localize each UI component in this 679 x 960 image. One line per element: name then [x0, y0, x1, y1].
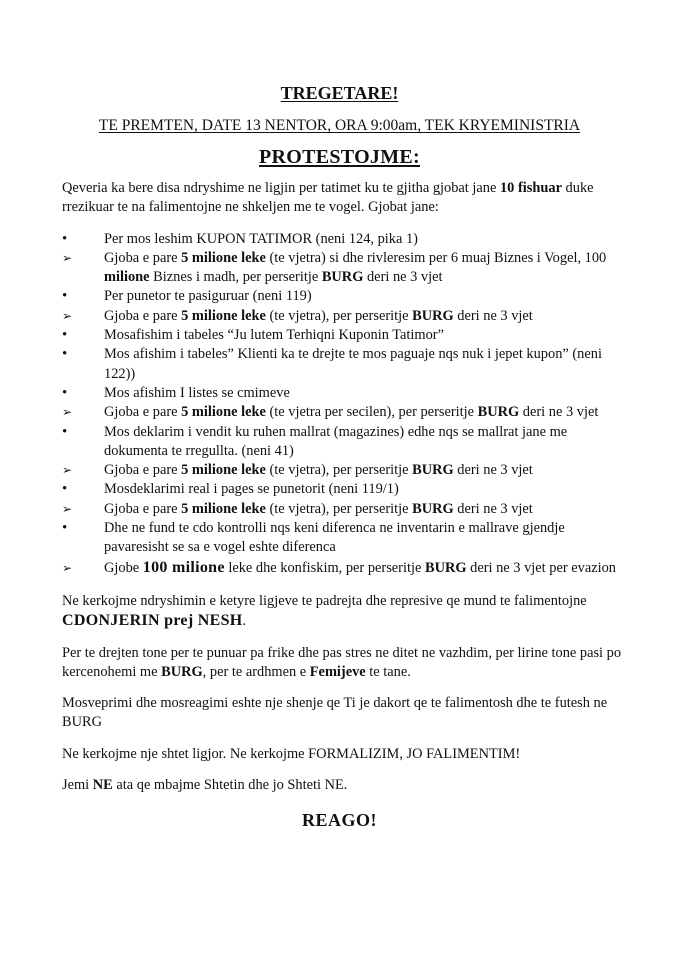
state-emphasis: NE [92, 777, 113, 794]
bullet-icon: • [62, 346, 68, 363]
bullet-icon: • [62, 481, 68, 498]
emphasis-text: milione [104, 269, 150, 286]
item-text: (te vjetra), per perseritje [265, 500, 413, 517]
rights-text-c: , per te ardhmen e [202, 663, 310, 680]
list-item [62, 249, 622, 288]
item-text: Per mos leshim KUPON TATIMOR (neni 124, pika 1) [104, 230, 418, 247]
item-text: Per punetor te pasiguruar (neni 119) [104, 288, 312, 305]
arrow-bullet-icon: ➢ [62, 405, 73, 420]
list-item [62, 461, 622, 480]
emphasis-text: 5 milione leke [181, 462, 266, 479]
bullet-icon: • [62, 423, 68, 440]
state-text-b: ata qe mbajme Shtetin dhe jo Shteti NE. [112, 777, 348, 794]
bullet-icon: • [62, 520, 68, 537]
list-item [62, 287, 622, 306]
demand-end: . [242, 613, 247, 630]
item-text: deri ne 3 vjet [453, 462, 533, 479]
list-item [62, 500, 622, 519]
item-text: Gjoba e pare [104, 307, 182, 324]
rights-text-d: te tane. [365, 663, 411, 680]
emphasis-text: BURG [321, 269, 364, 286]
item-text: deri ne 3 vjet [453, 500, 533, 517]
bullet-icon: • [62, 288, 68, 305]
arrow-bullet-icon: ➢ [62, 463, 73, 478]
bullet-icon: • [62, 327, 68, 344]
emphasis-text: BURG [412, 500, 454, 517]
list-item [62, 384, 622, 403]
arrow-bullet-icon: ➢ [62, 250, 73, 265]
item-text: Gjoba e pare [104, 462, 182, 479]
item-text: leke dhe konfiskim, per perseritje [224, 559, 425, 576]
inaction-paragraph: Mosveprimi dhe mosreagimi eshte nje shenje qe Ti je dakort qe te falimentosh dhe te futesh ne BURG [62, 695, 608, 731]
rule-of-law-paragraph: Ne kerkojme nje shtet ligjor. Ne kerkojme FORMALIZIM, JO FALIMENTIM! [62, 745, 521, 762]
list-item [62, 403, 622, 422]
emphasis-text: BURG [477, 404, 520, 421]
rights-paragraph [62, 644, 622, 683]
item-text: (te vjetra per secilen), per perseritje [265, 404, 478, 421]
emphasis-text: 100 milione [142, 558, 225, 576]
item-text: deri ne 3 vjet [519, 404, 599, 421]
item-text: (te vjetra), per perseritje [265, 307, 413, 324]
arrow-bullet-icon: ➢ [62, 501, 73, 516]
list-item [62, 326, 622, 345]
bullet-icon: • [62, 230, 68, 247]
emphasis-text: 5 milione leke [181, 249, 266, 266]
emphasis-text: BURG [412, 307, 454, 324]
item-text: Gjoba e pare [104, 500, 182, 517]
call-to-action-heading: PROTESTOJME: [258, 146, 421, 168]
intro-emphasis: 10 fishuar [499, 180, 562, 196]
emphasis-text: 5 milione leke [181, 404, 266, 421]
item-text: Biznes i madh, per perseritje [149, 269, 322, 286]
event-details: TE PREMTEN, DATE 13 NENTOR, ORA 9:00am, TEK KRYEMINISTRIA [98, 117, 581, 134]
demand-text: Ne kerkojme ndryshimin e ketyre ligjeve te padrejta dhe represive qe mund te falimentojne [62, 592, 587, 609]
emphasis-text: BURG [424, 559, 467, 576]
item-text: Gjoba e pare [104, 249, 182, 266]
arrow-bullet-icon: ➢ [62, 560, 73, 575]
item-text: (te vjetra), per perseritje [265, 462, 413, 479]
item-text: Dhe ne fund te cdo kontrolli nqs keni diferenca ne inventarin e mallrave gjendje pavaresisht se sa e vogel eshte diferenca [104, 520, 565, 556]
list-item [62, 480, 622, 499]
item-text: deri ne 3 vjet [453, 307, 533, 324]
intro-paragraph [62, 179, 622, 218]
demand-emphasis: CDONJERIN prej NESH [62, 612, 243, 630]
closing-slogan: REAGO! [302, 810, 377, 831]
item-text: deri ne 3 vjet per evazion [466, 559, 616, 576]
intro-text: Qeveria ka bere disa ndryshime ne ligjin per tatimet ku te gjitha gjobat jane [62, 180, 500, 196]
list-item [62, 423, 622, 462]
emphasis-text: BURG [412, 462, 454, 479]
item-text: (te vjetra) si dhe rivleresim per 6 muaj Biznes i Vogel, 100 [265, 249, 607, 266]
bullet-icon: • [62, 384, 68, 401]
item-text: Gjoba e pare [104, 404, 182, 421]
document-title: TREGETARE! [280, 83, 399, 103]
item-text: Mosdeklarimi real i pages se punetorit (neni 119/1) [104, 481, 399, 498]
item-text: Mos deklarim i vendit ku ruhen mallrat (magazines) edhe nqs se mallrat jane me dokumenta te rregullta. (neni 41) [104, 423, 568, 459]
item-text: Mos afishim I listes se cmimeve [104, 384, 290, 401]
arrow-bullet-icon: ➢ [62, 308, 73, 323]
state-text-a: Jemi [62, 777, 93, 794]
emphasis-text: 5 milione leke [181, 307, 266, 324]
list-item [62, 307, 622, 326]
list-item [62, 519, 622, 558]
intro-text-end: duke rrezikuar te na falimentojne ne shkeljen me te vogel. Gjobat jane: [62, 180, 594, 216]
emphasis-text: 5 milione leke [181, 500, 266, 517]
item-text: Mos afishim i tabeles” Klienti ka te drejte te mos paguaje nqs nuk i jepet kupon” (neni 122)) [104, 346, 602, 382]
fines-list [62, 230, 622, 578]
list-item [62, 345, 622, 384]
item-text: deri ne 3 vjet [363, 269, 443, 286]
item-text: Gjobe [104, 559, 143, 576]
list-item [62, 230, 622, 249]
list-item [62, 558, 622, 578]
rights-femijeve: Femijeve [309, 663, 366, 680]
demand-paragraph [62, 592, 622, 632]
item-text: Mosafishim i tabeles “Ju lutem Terhiqni Kuponin Tatimor” [104, 327, 444, 344]
we-are-state-paragraph [62, 776, 622, 795]
rights-text-a: Per te drejten tone per te punuar pa frike dhe pas stres ne ditet ne vazhdim, per lirine tone pasi po kercenohemi me [62, 644, 622, 680]
rights-burg: BURG [161, 663, 203, 680]
